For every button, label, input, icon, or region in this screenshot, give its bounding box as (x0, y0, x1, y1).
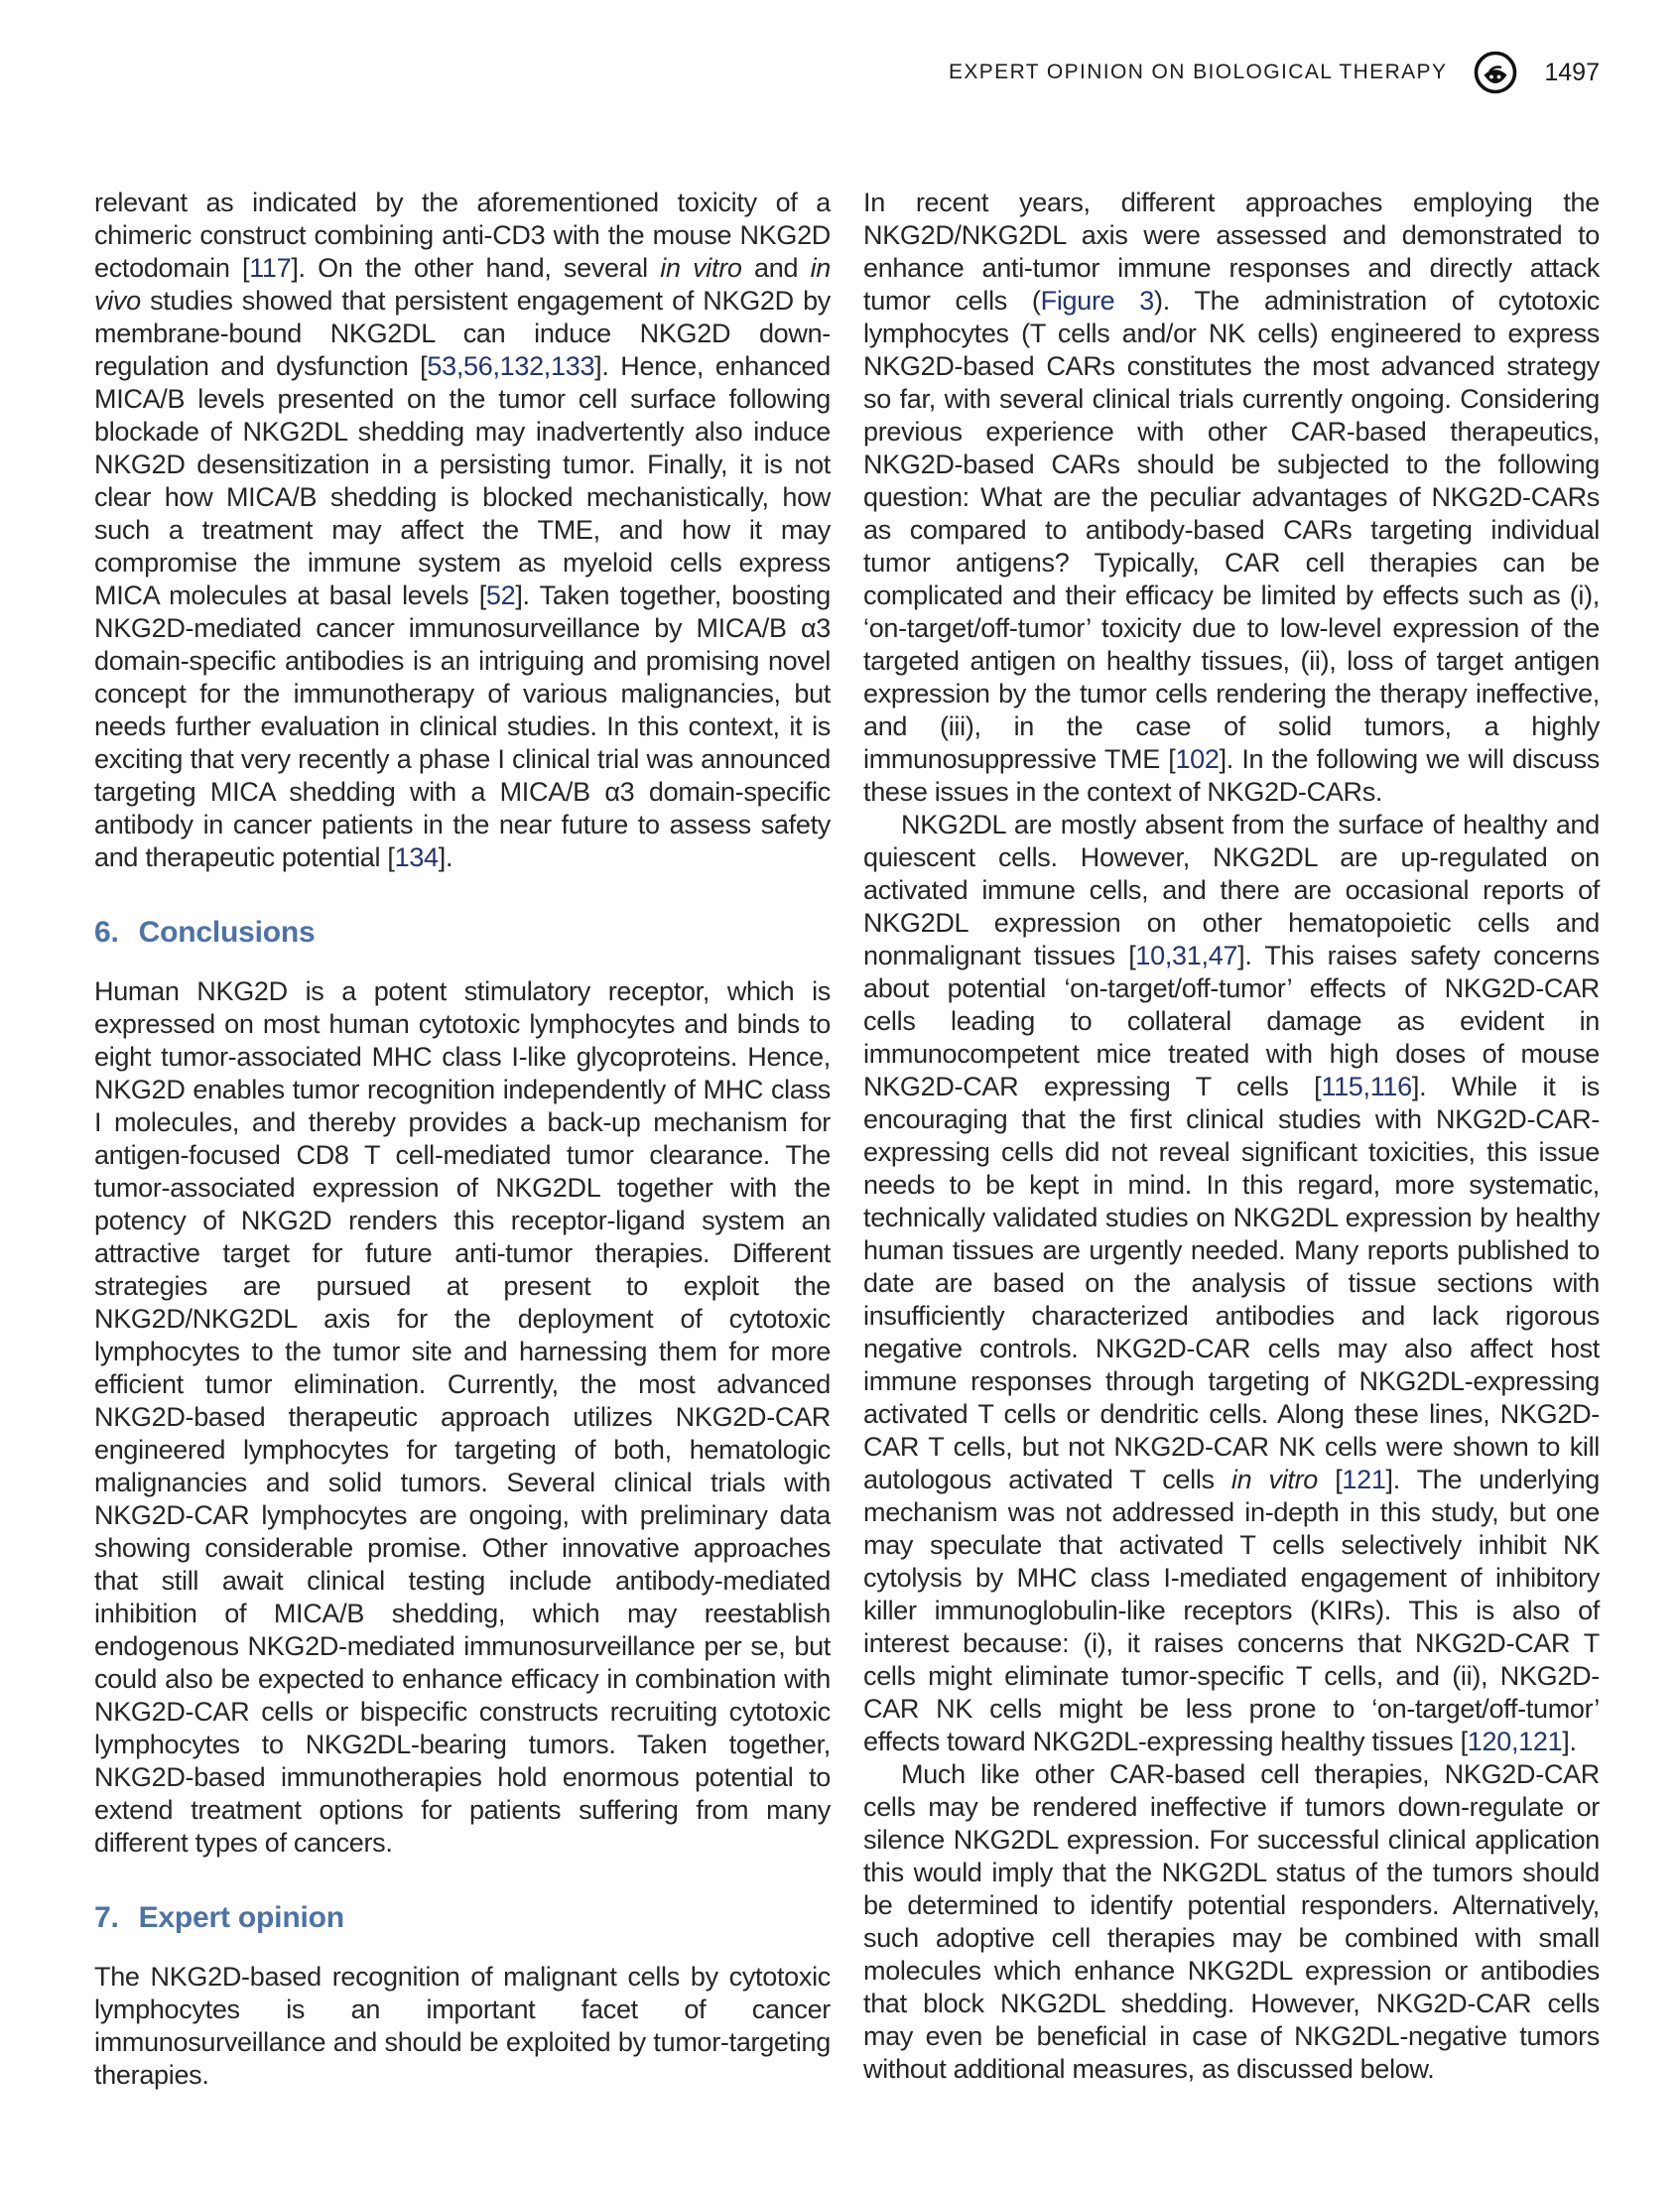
citation-link[interactable]: 102 (1175, 744, 1220, 774)
italic-text: in vivo (94, 253, 831, 316)
body-paragraph: NKG2DL are mostly absent from the surface of healthy and quiescent cells. However, NKG2DL are up-regulated on activated immune cells, and there are occasional reports of NKG2DL expression on other hematopoietic cells and nonmalignant tissues [10,31,47]. This raises safety concerns about potential ‘on-target/off-tumor’ effects of NKG2D-CAR cells leading to collateral damage as evident in immunocompetent mice treated with high doses of mouse NKG2D-CAR expressing T cells [115,116]. While it is encouraging that the first clinical studies with NKG2D-CAR-expressing cells did not reveal significant toxicities, this issue needs to be kept in mind. In this regard, more systematic, technically validated studies on NKG2DL expression by healthy human tissues are urgently needed. Many reports published to date are based on the analysis of tissue sections with insufficiently characterized antibodies and lack rigorous negative controls. NKG2D-CAR cells may also affect host immune responses through targeting of NKG2DL-expressing activated T cells or dendritic cells. Along these lines, NKG2D-CAR T cells, but not NKG2D-CAR NK cells were shown to kill autologous activated T cells in vitro [121]. The underlying mechanism was not addressed in-depth in this study, but one may speculate that activated T cells selectively inhibit NK cytolysis by MHC class I-mediated engagement of inhibitory killer immunoglobulin-like receptors (KIRs). This is also of interest because: (i), it raises concerns that NKG2D-CAR T cells might eliminate tumor-specific T cells, and (ii), NKG2D-CAR NK cells might be less prone to ‘on-target/off-tumor’ effects toward NKG2DL-expressing healthy tissues [120,121]. (863, 810, 1601, 1756)
italic-text: in vitro (660, 253, 742, 283)
section-title: Expert opinion (138, 1901, 344, 1934)
citation-link[interactable]: 52 (485, 580, 516, 610)
section-title: Conclusions (138, 916, 316, 949)
right-column (863, 187, 1600, 2092)
figure-reference[interactable]: Figure 3 (1040, 286, 1155, 316)
section-heading-expert-opinion (94, 1901, 831, 1935)
body-paragraph: relevant as indicated by the aforementioned toxicity of a chimeric construct combining anti-CD3 with the mouse NKG2D ectodomain [117]. On the other hand, several in vitro and in vivo studies showed that persistent engagement of NKG2D by membrane-bound NKG2DL can induce NKG2D down-regulation and dysfunction [53,56,132,133]. Hence, enhanced MICA/B levels presented on the tumor cell surface following blockade of NKG2DL shedding may inadvertently also induce NKG2D desensitization in a persisting tumor. Finally, it is not clear how MICA/B shedding is blocked mechanistically, how such a treatment may affect the TME, and how it may compromise the immune system as myeloid cells express MICA molecules at basal levels [52]. Taken together, boosting NKG2D-mediated cancer immunosurveillance by MICA/B α3 domain-specific antibodies is an intriguing and promising novel concept for the immunotherapy of various malignancies, but needs further evaluation in clinical studies. In this context, it is exciting that very recently a phase I clinical trial was announced targeting MICA shedding with a MICA/B α3 domain-specific antibody in cancer patients in the near future to assess safety and therapeutic potential [134]. (94, 188, 831, 872)
section-number: 7. (94, 1901, 119, 1934)
body-paragraph: The NKG2D-based recognition of malignant cells by cytotoxic lymphocytes is an important facet of cancer immunosurveillance and should be exploited by tumor-targeting therapies. (94, 1962, 831, 2090)
body-paragraph: In recent years, different approaches employing the NKG2D/NKG2DL axis were assessed and demonstrated to enhance anti-tumor immune responses and directly attack tumor cells (Figure 3). The administration of cytotoxic lymphocytes (T cells and/or NK cells) engineered to express NKG2D-based CARs constitutes the most advanced strategy so far, with several clinical trials currently ongoing. Considering previous experience with other CAR-based therapeutics, NKG2D-based CARs should be subjected to the following question: What are the peculiar advantages of NKG2D-CARs as compared to antibody-based CARs targeting individual tumor antigens? Typically, CAR cell therapies can be complicated and their efficacy be limited by effects such as (i), ‘on-target/off-tumor’ toxicity due to low-level expression of the targeted antigen on healthy tissues, (ii), loss of target antigen expression by the tumor cells rendering the therapy ineffective, and (iii), in the case of solid tumors, a highly immunosuppressive TME [102]. In the following we will discuss these issues in the context of NKG2D-CARs. (863, 188, 1600, 807)
body-paragraph: Much like other CAR-based cell therapies, NKG2D-CAR cells may be rendered ineffective if tumors down-regulate or silence NKG2DL expression. For successful clinical application this would imply that the NKG2DL status of the tumors should be determined to identify potential responders. Alternatively, such adoptive cell therapies may be combined with small molecules which enhance NKG2DL expression or antibodies that block NKG2DL shedding. However, NKG2D-CAR cells may even be beneficial in case of NKG2DL-negative tumors without additional measures, as discussed below. (863, 1759, 1600, 2084)
citation-link[interactable]: 10,31,47 (1135, 941, 1238, 970)
citation-link[interactable]: 134 (394, 842, 439, 872)
section-number: 6. (94, 916, 119, 949)
citation-link[interactable]: 53,56,132,133 (427, 351, 595, 381)
left-column (94, 187, 831, 2092)
two-column-body (94, 187, 1600, 2092)
citation-link[interactable]: 121 (1342, 1465, 1386, 1494)
page-number: 1497 (1544, 58, 1600, 86)
italic-text: in vitro (1230, 1465, 1319, 1494)
taylor-francis-logo-icon (1473, 50, 1518, 95)
citation-link[interactable]: 115,116 (1321, 1072, 1412, 1101)
section-heading-conclusions (94, 916, 831, 950)
citation-link[interactable]: 117 (249, 253, 292, 283)
running-head (949, 50, 1600, 95)
body-paragraph: Human NKG2D is a potent stimulatory receptor, which is expressed on most human cytotoxic lymphocytes and binds to eight tumor-associated MHC class I-like glycoproteins. Hence, NKG2D enables tumor recognition independently of MHC class I molecules, and thereby provides a back-up mechanism for antigen-focused CD8 T cell-mediated tumor clearance. The tumor-associated expression of NKG2DL together with the potency of NKG2D renders this receptor-ligand system an attractive target for future anti-tumor therapies. Different strategies are pursued at present to exploit the NKG2D/NKG2DL axis for the deployment of cytotoxic lymphocytes to the tumor site and harnessing them for more efficient tumor elimination. Currently, the most advanced NKG2D-based therapeutic approach utilizes NKG2D-CAR engineered lymphocytes for targeting of both, hematologic malignancies and solid tumors. Several clinical trials with NKG2D-CAR lymphocytes are ongoing, with preliminary data showing considerable promise. Other innovative approaches that still await clinical testing include antibody-mediated inhibition of MICA/B shedding, which may reestablish endogenous NKG2D-mediated immunosurveillance per se, but could also be expected to enhance efficacy in combination with NKG2D-CAR cells or bispecific constructs recruiting cytotoxic lymphocytes to NKG2DL-bearing tumors. Taken together, NKG2D-based immunotherapies hold enormous potential to extend treatment options for patients suffering from many different types of cancers. (94, 976, 831, 1858)
journal-name: EXPERT OPINION ON BIOLOGICAL THERAPY (948, 61, 1448, 83)
citation-link[interactable]: 120,121 (1467, 1727, 1563, 1756)
